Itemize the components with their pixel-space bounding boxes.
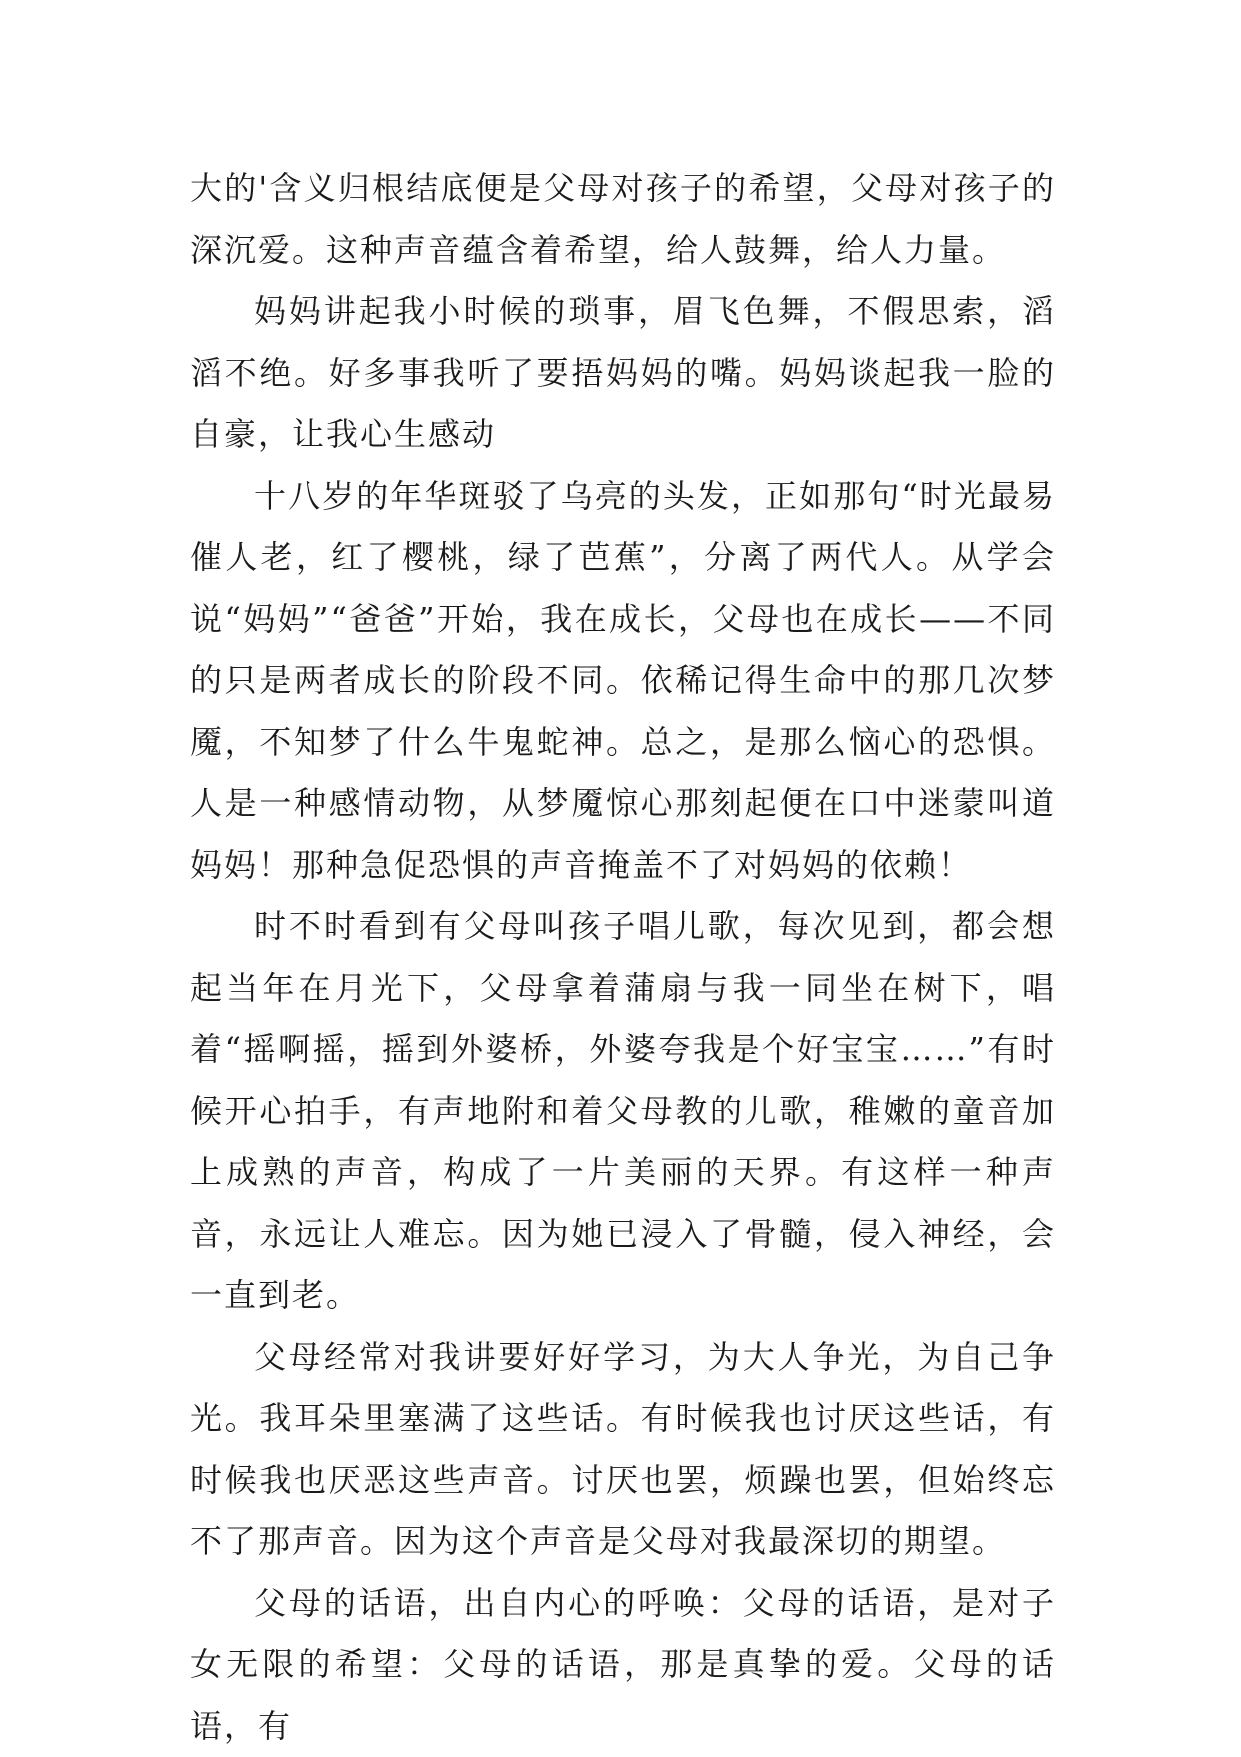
paragraph-continued: 大的'含义归根结底便是父母对孩子的希望，父母对孩子的深沉爱。这种声音蕴含着希望，给人鼓舞，给人力量。 [190,158,1056,281]
paragraph-study-hard: 父母经常对我讲要好好学习，为大人争光，为自己争光。我耳朵里塞满了这些话。有时候我也讨厌这些话，有时候我也厌恶这些声音。讨厌也罢，烦躁也罢，但始终忘不了那声音。因为这个声音是父母对我最深切的期望。 [190,1327,1056,1573]
essay-body [190,158,1056,1757]
paragraph-nursery-rhymes: 时不时看到有父母叫孩子唱儿歌，每次见到，都会想起当年在月光下，父母拿着蒲扇与我一同坐在树下，唱着“摇啊摇，摇到外婆桥，外婆夸我是个好宝宝……”有时候开心拍手，有声地附和着父母教的儿歌，稚嫩的童音加上成熟的声音，构成了一片美丽的天界。有这样一种声音，永远让人难忘。因为她已浸入了骨髓，侵入神经，会一直到老。 [190,896,1056,1327]
paragraph-eighteen-years: 十八岁的年华斑驳了乌亮的头发，正如那句“时光最易催人老，红了樱桃，绿了芭蕉”，分离了两代人。从学会说“妈妈”“爸爸”开始，我在成长，父母也在成长——不同的只是两者成长的阶段不同。依稀记得生命中的那几次梦魇，不知梦了什么牛鬼蛇神。总之，是那么恼心的恐惧。人是一种感情动物，从梦魇惊心那刻起便在口中迷蒙叫道妈妈！那种急促恐惧的声音掩盖不了对妈妈的依赖！ [190,466,1056,897]
paragraph-mother-stories: 妈妈讲起我小时候的琐事，眉飞色舞，不假思索，滔滔不绝。好多事我听了要捂妈妈的嘴。妈妈谈起我一脸的自豪，让我心生感动 [190,281,1056,466]
paragraph-parents-words: 父母的话语，出自内心的呼唤：父母的话语，是对子女无限的希望：父母的话语，那是真挚的爱。父母的话语，有 [190,1573,1056,1757]
